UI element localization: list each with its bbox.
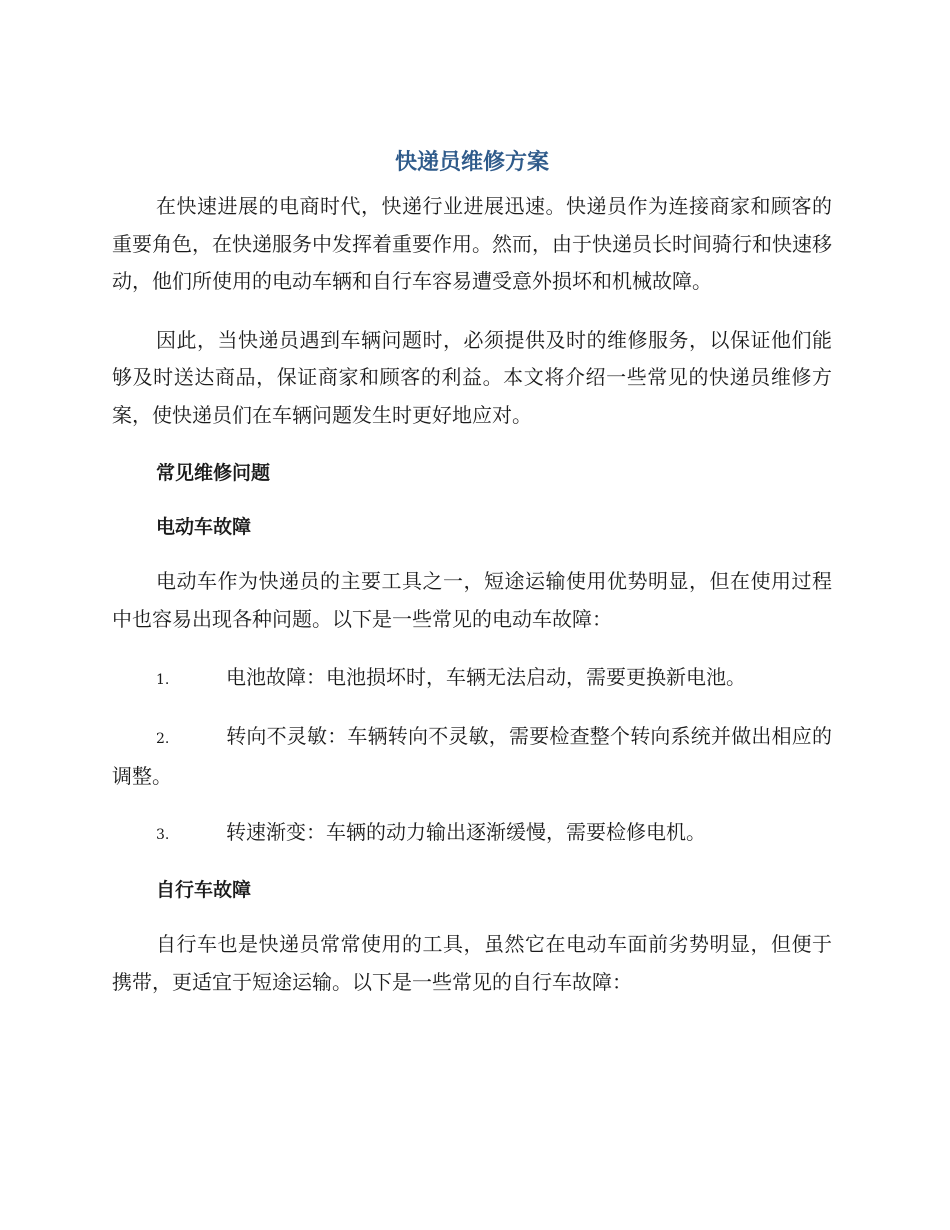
list-text: 转速渐变：车辆的动力输出逐渐缓慢，需要检修电机。 <box>226 819 706 844</box>
document-title: 快递员维修方案 <box>394 150 549 175</box>
list-item <box>112 659 832 700</box>
list-item <box>112 718 832 796</box>
list-item <box>112 814 832 855</box>
intro-paragraph-2: 因此，当快递员遇到车辆问题时，必须提供及时的维修服务，以保证他们能够及时送达商品，保证商家和顾客的利益。本文将介绍一些常见的快递员维修方案，使快递员们在车辆问题发生时更好地应对。 <box>112 327 832 427</box>
document-body <box>112 146 832 1022</box>
list-text: 转向不灵敏：车辆转向不灵敏，需要检查整个转向系统并做出相应的调整。 <box>112 723 832 788</box>
bicycle-paragraph: 自行车也是快递员常常使用的工具，虽然它在电动车面前劣势明显，但便于携带，更适宜于短途运输。以下是一些常见的自行车故障： <box>112 932 832 994</box>
list-number: 2. <box>156 730 170 747</box>
list-number: 1. <box>156 672 170 688</box>
list-text: 电池故障：电池损坏时，车辆无法启动，需要更换新电池。 <box>226 665 746 689</box>
section-heading: 常见维修问题 <box>156 462 271 484</box>
ebike-paragraph: 电动车作为快递员的主要工具之一，短途运输使用优势明显，但在使用过程中也容易出现各种问题。以下是一些常见的电动车故障： <box>112 569 832 631</box>
ebike-heading: 电动车故障 <box>156 516 252 538</box>
intro-paragraph-1: 在快速进展的电商时代，快递行业进展迅速。快递员作为连接商家和顾客的重要角色，在快递服务中发挥着重要作用。然而，由于快递员长时间骑行和快速移动，他们所使用的电动车辆和自行车容易遭受意外损坏和机械故障。 <box>112 194 832 293</box>
bicycle-heading: 自行车故障 <box>156 879 252 901</box>
list-number: 3. <box>156 826 170 843</box>
